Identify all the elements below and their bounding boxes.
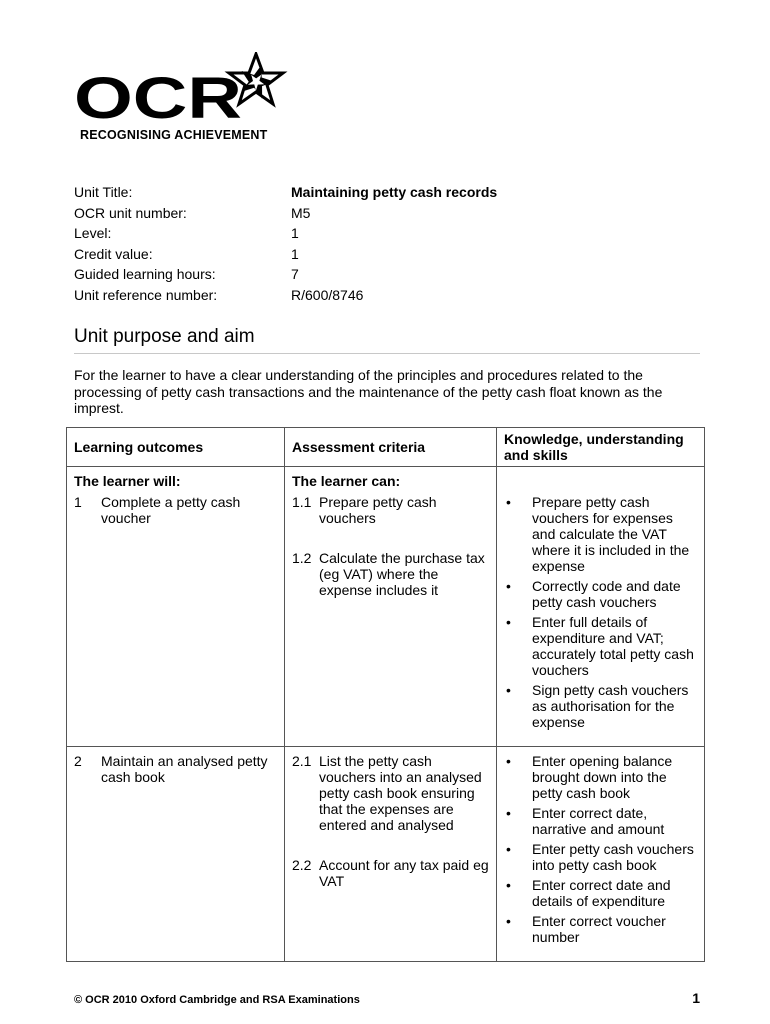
bullet-icon: • bbox=[506, 614, 511, 630]
skill-text: Enter correct voucher number bbox=[532, 913, 666, 945]
unit-info-row bbox=[74, 223, 497, 244]
section-heading: Unit purpose and aim bbox=[74, 326, 700, 354]
credit-value: 1 bbox=[291, 245, 299, 262]
skills-list bbox=[504, 753, 697, 945]
list-item bbox=[504, 494, 697, 574]
unit-info-row bbox=[74, 203, 497, 224]
criterion-text: List the petty cash vouchers into an analysed petty cash book ensuring that the expenses are entered and analysed bbox=[319, 753, 482, 833]
bullet-icon: • bbox=[506, 913, 511, 929]
outcome-number: 2 bbox=[74, 753, 82, 769]
list-item bbox=[504, 578, 697, 610]
page-footer bbox=[74, 990, 700, 1006]
ocr-logo bbox=[74, 52, 289, 144]
skill-text: Prepare petty cash vouchers for expenses and calculate the VAT where it is included in the expense bbox=[532, 494, 690, 574]
list-item bbox=[504, 805, 697, 837]
criterion-item bbox=[292, 550, 489, 598]
ocr-wordmark bbox=[74, 52, 289, 128]
skills-cell bbox=[497, 467, 705, 747]
list-item bbox=[504, 841, 697, 873]
header-assessment-criteria: Assessment criteria bbox=[285, 428, 497, 467]
outcome-item bbox=[74, 494, 277, 526]
bullet-icon: • bbox=[506, 578, 511, 594]
unit-info-row bbox=[74, 182, 497, 203]
criteria-cell bbox=[285, 467, 497, 747]
criterion-number: 1.2 bbox=[292, 550, 312, 566]
unit-number-value: M5 bbox=[291, 204, 311, 221]
table-row bbox=[67, 467, 705, 747]
header-learning-outcomes: Learning outcomes bbox=[67, 428, 285, 467]
unit-info-row bbox=[74, 244, 497, 265]
level-value: 1 bbox=[291, 225, 299, 242]
skills-list bbox=[504, 494, 697, 730]
credit-label: Credit value: bbox=[74, 245, 153, 262]
bullet-icon: • bbox=[506, 805, 511, 821]
outcome-text: Maintain an analysed petty cash book bbox=[101, 753, 268, 785]
unit-title-value: Maintaining petty cash records bbox=[291, 184, 498, 200]
table-header-row bbox=[67, 428, 705, 467]
criteria-cell bbox=[285, 747, 497, 962]
skill-text: Enter full details of expenditure and VAT; accurately total petty cash vouchers bbox=[532, 614, 694, 678]
skill-text: Enter correct date, narrative and amount bbox=[532, 805, 665, 837]
unit-title-label: Unit Title: bbox=[74, 184, 133, 200]
skill-text: Sign petty cash vouchers as authorisation for the expense bbox=[532, 682, 689, 730]
bullet-icon: • bbox=[506, 753, 511, 769]
criterion-text: Calculate the purchase tax (eg VAT) where the expense includes it bbox=[319, 550, 485, 598]
logo-tagline: RECOGNISING ACHIEVEMENT bbox=[80, 128, 268, 142]
bullet-icon: • bbox=[506, 841, 511, 857]
criterion-number: 1.1 bbox=[292, 494, 312, 510]
outcome-text: Complete a petty cash voucher bbox=[101, 494, 241, 526]
criterion-item bbox=[292, 494, 489, 526]
criterion-number: 2.1 bbox=[292, 753, 312, 769]
skills-cell bbox=[497, 747, 705, 962]
page-number: 1 bbox=[692, 990, 700, 1006]
list-item bbox=[504, 913, 697, 945]
skill-text: Enter petty cash vouchers into petty cash book bbox=[532, 841, 694, 873]
bullet-icon: • bbox=[506, 682, 511, 698]
skill-text: Correctly code and date petty cash vouchers bbox=[532, 578, 681, 610]
outcome-number: 1 bbox=[74, 494, 82, 510]
criterion-text: Account for any tax paid eg VAT bbox=[319, 857, 489, 889]
unit-info-row bbox=[74, 264, 497, 285]
table-row bbox=[67, 747, 705, 962]
skill-text: Enter correct date and details of expenditure bbox=[532, 877, 671, 909]
criterion-item bbox=[292, 857, 489, 889]
unit-number-label: OCR unit number: bbox=[74, 204, 187, 221]
unit-info-row bbox=[74, 285, 497, 306]
level-label: Level: bbox=[74, 225, 112, 242]
criterion-item bbox=[292, 753, 489, 833]
skill-text: Enter opening balance brought down into the petty cash book bbox=[532, 753, 673, 801]
outcome-item bbox=[74, 753, 277, 785]
purpose-text: For the learner to have a clear understanding of the principles and procedures related to the processing of petty cash transactions and the maintenance of the petty cash float known as the imprest. bbox=[74, 367, 663, 416]
copyright-text: © OCR 2010 Oxford Cambridge and RSA Examinations bbox=[74, 994, 360, 1006]
list-item bbox=[504, 614, 697, 678]
glh-value: 7 bbox=[291, 266, 299, 283]
outcome-cell bbox=[67, 467, 285, 747]
bullet-icon: • bbox=[506, 494, 511, 510]
learner-can-label: The learner can: bbox=[292, 473, 401, 489]
list-item bbox=[504, 753, 697, 801]
learner-will-label: The learner will: bbox=[74, 473, 181, 489]
unit-ref-value: R/600/8746 bbox=[291, 286, 364, 303]
header-knowledge-skills: Knowledge, understanding and skills bbox=[497, 428, 705, 467]
list-item bbox=[504, 682, 697, 730]
criterion-number: 2.2 bbox=[292, 857, 312, 873]
outcomes-table bbox=[66, 427, 705, 962]
bullet-icon: • bbox=[506, 877, 511, 893]
list-item bbox=[504, 877, 697, 909]
outcome-cell bbox=[67, 747, 285, 962]
ocr-wordmark-text: OCR bbox=[74, 66, 242, 128]
unit-ref-label: Unit reference number: bbox=[74, 286, 218, 303]
criterion-text: Prepare petty cash vouchers bbox=[319, 494, 437, 526]
glh-label: Guided learning hours: bbox=[74, 266, 216, 283]
unit-info bbox=[74, 182, 497, 306]
skills-spacer bbox=[504, 473, 697, 489]
